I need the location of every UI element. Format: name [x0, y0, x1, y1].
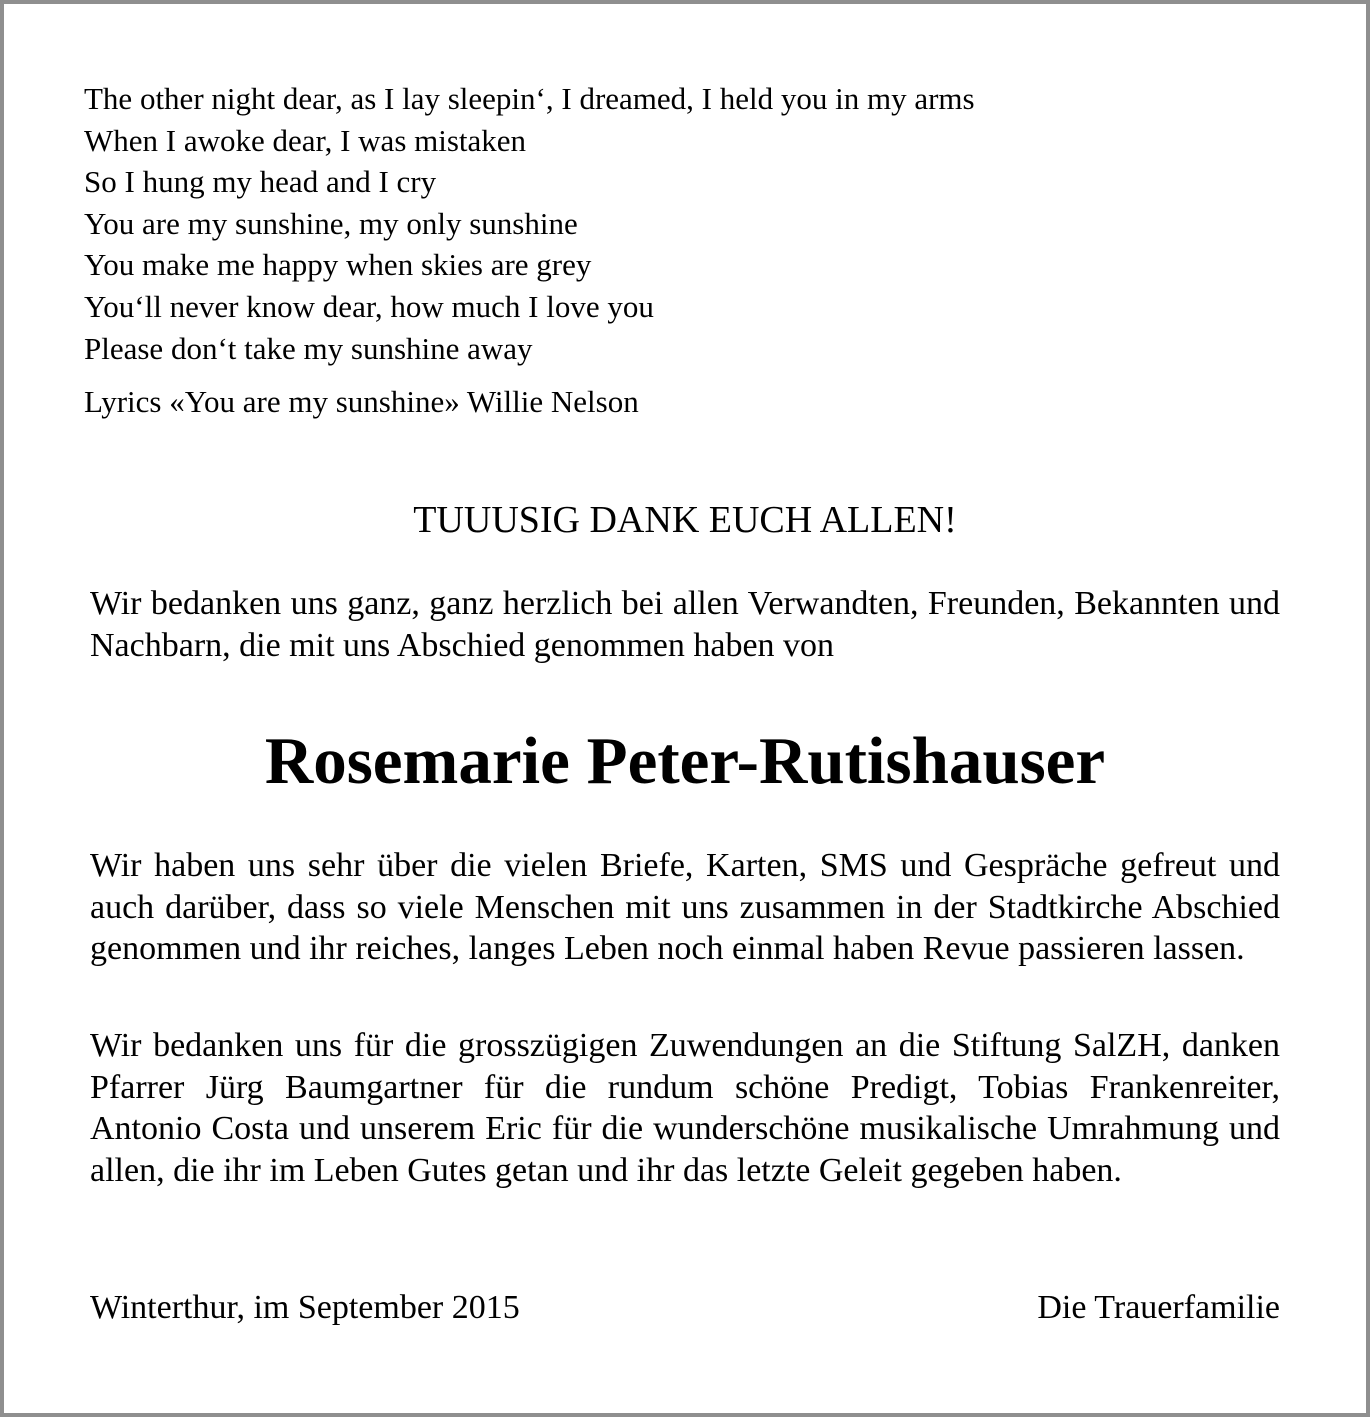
lyric-line: You make me happy when skies are grey: [84, 247, 592, 283]
intro-paragraph: Wir bedanken uns ganz, ganz herzlich bei allen Verwandten, Freunden, Bekannten und Nachbarn, die mit uns Abschied genommen haben von: [90, 585, 1280, 664]
lyric-line: You‘ll never know dear, how much I love you: [84, 288, 654, 324]
deceased-name: Rosemarie Peter-Rutishauser: [264, 724, 1106, 798]
lyrics-block: [84, 78, 1284, 369]
place-and-date: Winterthur, im September 2015: [90, 1289, 520, 1326]
lyric-line: The other night dear, as I lay sleepin‘, I dreamed, I held you in my arms: [84, 81, 975, 116]
lyrics-credit: Lyrics «You are my sunshine» Willie Nelson: [84, 384, 639, 419]
thanks-paragraph-letters: Wir haben uns sehr über die vielen Briefe, Karten, SMS und Gespräche gefreut und auch darüber, dass so viele Menschen mit uns zusammen in der Stadtkirche Abschied genommen und ihr reiches, langes Leben noch einmal haben Revue passieren lassen.: [90, 847, 1280, 967]
thanks-paragraph-donations: Wir bedanken uns für die grosszügigen Zuwendungen an die Stiftung SalZH, danken Pfarrer Jürg Baumgartner für die rundum schöne Predigt, Tobias Frankenreiter, Antonio Costa und unserem Eric für die wunderschöne musikalische Umrahmung und allen, die ihr im Leben Gutes getan und ihr das letzte Geleit gegeben haben.: [90, 1027, 1280, 1189]
signature: Die Trauerfamilie: [1037, 1289, 1280, 1326]
lyric-line: So I hung my head and I cry: [84, 164, 437, 200]
lyric-line: Please don‘t take my sunshine away: [84, 330, 533, 366]
lyric-line: When I awoke dear, I was mistaken: [84, 122, 527, 158]
thanks-heading: TUUUSIG DANK EUCH ALLEN!: [413, 499, 957, 541]
lyric-line: You are my sunshine, my only sunshine: [84, 205, 578, 241]
